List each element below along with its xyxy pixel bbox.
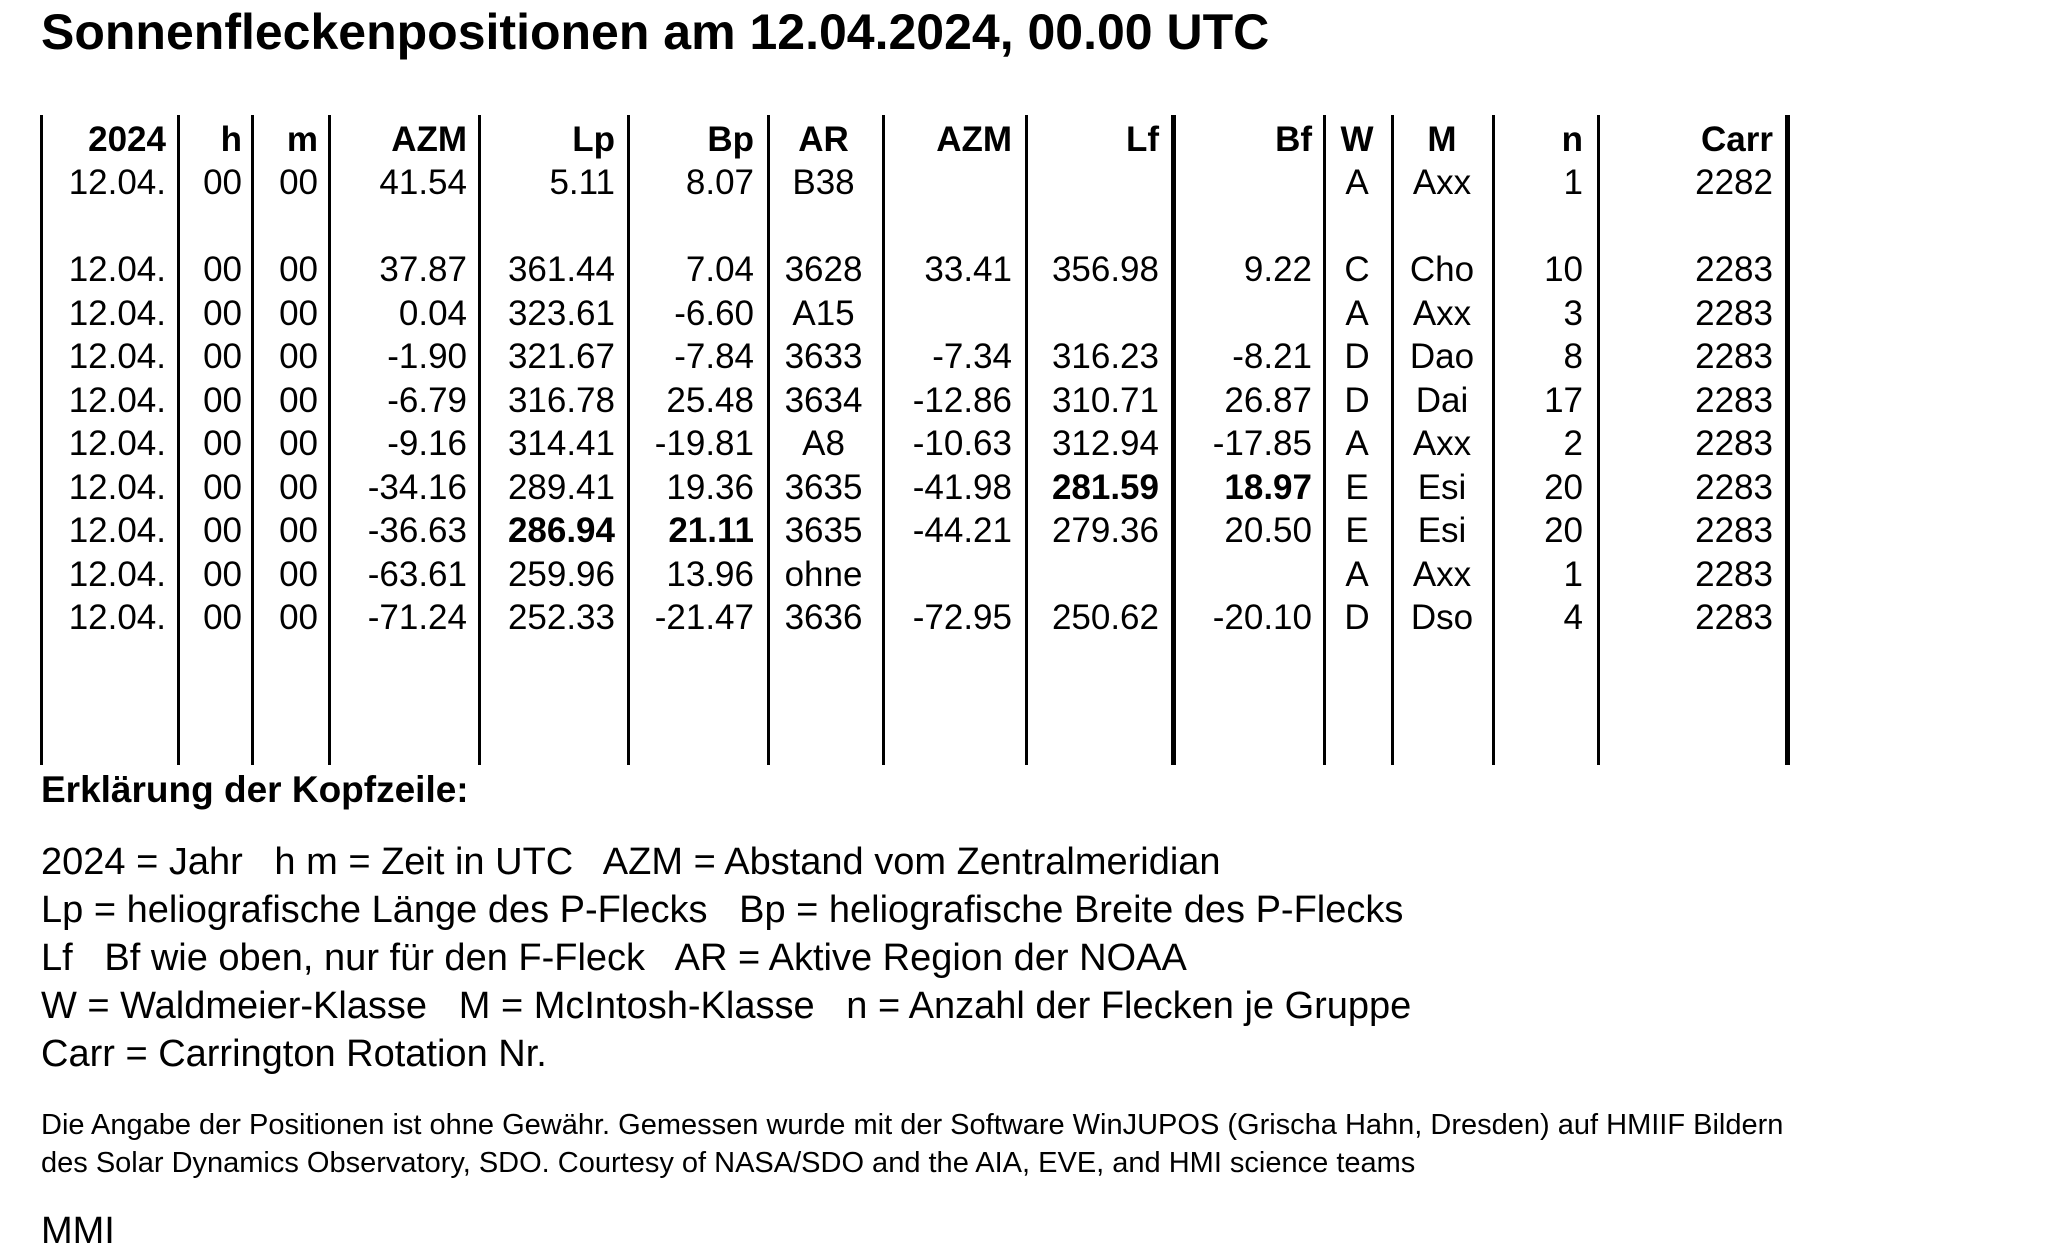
table-cell-bp: -6.60: [674, 293, 754, 333]
table-cell-azm-p: 0.04: [398, 293, 467, 333]
table-cell-lp: 316.78: [507, 380, 615, 420]
table-cell-lf: 281.59: [1051, 467, 1159, 507]
column-divider: [1597, 115, 1600, 765]
table-cell-minute: 00: [279, 163, 318, 202]
column-divider: [40, 115, 43, 765]
table-cell-date: 12.04.: [68, 554, 166, 594]
table-cell-azm-f: -10.63: [912, 424, 1012, 463]
table-cell-carrington: 2283: [1695, 380, 1773, 420]
table-cell-hour: 00: [203, 554, 242, 594]
table-cell-lp: 321.67: [507, 337, 615, 376]
legend-line: W = Waldmeier-Klasse M = McIntosh-Klasse n = Anzahl der Flecken je Gruppe: [41, 985, 1412, 1027]
column-header-mcintosh: M: [1427, 120, 1457, 159]
legend-line: Lp = heliografische Länge des P-Flecks Bp = heliografische Breite des P-Flecks: [41, 889, 1404, 931]
column-divider: [328, 115, 331, 765]
table-cell-azm-f: 33.41: [924, 250, 1012, 289]
table-cell-azm-p: -34.16: [367, 467, 467, 507]
table-cell-mcintosh: Esi: [1417, 467, 1467, 507]
table-cell-date: 12.04.: [68, 380, 166, 420]
table-cell-mcintosh: Axx: [1412, 163, 1472, 202]
table-cell-lp: 259.96: [507, 554, 615, 594]
table-cell-waldmeier: A: [1345, 554, 1369, 594]
table-cell-bp: -19.81: [654, 424, 754, 463]
column-divider: [882, 115, 885, 765]
table-cell-hour: 00: [203, 511, 242, 550]
table-cell-minute: 00: [279, 598, 318, 637]
table-cell-bf: -20.10: [1212, 598, 1312, 637]
column-header-lf: Lf: [1125, 120, 1159, 159]
table-cell-lp: 286.94: [507, 511, 615, 550]
table-cell-count: 17: [1544, 380, 1583, 420]
table-cell-count: 1: [1563, 163, 1583, 202]
table-cell-mcintosh: Dai: [1415, 380, 1469, 420]
table-cell-waldmeier: C: [1344, 250, 1370, 289]
table-cell-carrington: 2283: [1695, 511, 1773, 550]
table-cell-ar: 3635: [784, 467, 863, 507]
table-cell-count: 3: [1563, 293, 1583, 333]
table-cell-bp: 8.07: [685, 163, 754, 202]
table-cell-carrington: 2283: [1695, 250, 1773, 289]
table-cell-lp: 314.41: [507, 424, 615, 463]
table-cell-azm-p: 41.54: [379, 163, 467, 202]
table-cell-ar: 3636: [784, 598, 863, 637]
table-cell-date: 12.04.: [68, 511, 166, 550]
column-header-azm-p: AZM: [391, 120, 467, 159]
table-cell-minute: 00: [279, 424, 318, 463]
column-header-lp: Lp: [572, 120, 615, 159]
table-cell-waldmeier: A: [1345, 163, 1369, 202]
table-cell-date: 12.04.: [68, 424, 166, 463]
table-cell-azm-p: -9.16: [387, 424, 467, 463]
table-cell-ar: 3634: [784, 380, 863, 420]
table-cell-carrington: 2283: [1695, 337, 1773, 376]
table-cell-hour: 00: [203, 337, 242, 376]
table-cell-minute: 00: [279, 511, 318, 550]
table-cell-minute: 00: [279, 467, 318, 507]
table-cell-carrington: 2283: [1695, 467, 1773, 507]
column-header-carrington: Carr: [1701, 120, 1773, 159]
table-cell-count: 10: [1544, 250, 1583, 289]
table-cell-waldmeier: E: [1345, 467, 1369, 507]
column-divider: [1492, 115, 1495, 765]
table-cell-azm-p: -63.61: [367, 554, 467, 594]
table-cell-lp: 5.11: [549, 163, 615, 202]
table-cell-lf: 310.71: [1051, 380, 1159, 420]
table-cell-ar: A8: [802, 424, 845, 463]
table-cell-bp: 19.36: [666, 467, 754, 507]
disclaimer-line: Die Angabe der Positionen ist ohne Gewähr. Gemessen wurde mit der Software WinJUPOS (Grischa Hahn, Dresden) auf HMIIF Bildern: [41, 1109, 1784, 1141]
table-cell-date: 12.04.: [68, 293, 166, 333]
column-divider: [1323, 115, 1326, 765]
table-cell-lp: 289.41: [507, 467, 615, 507]
table-cell-hour: 00: [203, 424, 242, 463]
table-cell-mcintosh: Esi: [1417, 511, 1467, 550]
table-cell-mcintosh: Dso: [1410, 598, 1474, 637]
column-header-date: 2024: [88, 120, 166, 159]
table-cell-minute: 00: [279, 293, 318, 333]
table-cell-hour: 00: [203, 163, 242, 202]
table-cell-lp: 361.44: [507, 250, 615, 289]
table-cell-azm-p: -71.24: [367, 598, 467, 637]
column-divider: [627, 115, 630, 765]
table-cell-ar: 3635: [784, 511, 863, 550]
table-cell-minute: 00: [279, 380, 318, 420]
column-divider: [1025, 115, 1028, 765]
table-cell-carrington: 2283: [1695, 554, 1773, 594]
table-cell-bp: 21.11: [668, 511, 754, 550]
table-cell-minute: 00: [279, 337, 318, 376]
table-cell-date: 12.04.: [68, 467, 166, 507]
legend-heading: Erklärung der Kopfzeile:: [41, 769, 469, 810]
table-cell-ar: B38: [792, 163, 855, 202]
column-divider: [767, 115, 770, 765]
table-cell-hour: 00: [203, 293, 242, 333]
column-divider: [177, 115, 180, 765]
table-cell-bp: 25.48: [666, 380, 754, 420]
table-cell-mcintosh: Axx: [1412, 424, 1472, 463]
table-cell-ar: ohne: [784, 554, 863, 594]
table-cell-minute: 00: [279, 250, 318, 289]
column-header-minute: m: [286, 120, 318, 159]
table-cell-lf: 279.36: [1051, 511, 1159, 550]
table-cell-azm-p: -6.79: [387, 380, 467, 420]
table-cell-count: 20: [1544, 511, 1583, 550]
table-cell-bp: -7.84: [674, 337, 754, 376]
table-cell-date: 12.04.: [68, 598, 166, 637]
table-cell-waldmeier: A: [1345, 293, 1369, 333]
table-cell-azm-f: -72.95: [912, 598, 1012, 637]
table-cell-lf: 312.94: [1051, 424, 1159, 463]
author-signature: MMI: [41, 1210, 115, 1252]
table-cell-hour: 00: [203, 380, 242, 420]
table-cell-bp: 13.96: [666, 554, 754, 594]
table-cell-bf: -17.85: [1212, 424, 1312, 463]
column-divider: [1391, 115, 1394, 765]
column-header-azm-f: AZM: [936, 120, 1012, 159]
table-cell-lp: 252.33: [507, 598, 615, 637]
legend: [41, 838, 1411, 1078]
table-cell-azm-p: -36.63: [367, 511, 467, 550]
table-cell-count: 8: [1563, 337, 1583, 376]
table-cell-carrington: 2282: [1695, 163, 1773, 202]
table-cell-lf: 250.62: [1051, 598, 1159, 637]
table-cell-date: 12.04.: [68, 250, 166, 289]
table-cell-bf: -8.21: [1232, 337, 1312, 376]
table-cell-minute: 00: [279, 554, 318, 594]
table-cell-count: 2: [1563, 424, 1583, 463]
table-cell-date: 12.04.: [68, 337, 166, 376]
table-cell-ar: 3628: [784, 250, 863, 289]
table-cell-azm-f: -12.86: [912, 380, 1012, 420]
table-cell-bp: -21.47: [654, 598, 754, 637]
legend-line: Lf Bf wie oben, nur für den F-Fleck AR = Aktive Region der NOAA: [41, 937, 1187, 979]
table-cell-bf: 9.22: [1243, 250, 1312, 289]
column-header-ar: AR: [798, 120, 849, 159]
column-header-count: n: [1561, 120, 1583, 159]
table-cell-azm-f: -44.21: [912, 511, 1012, 550]
table-cell-date: 12.04.: [68, 163, 166, 202]
table-cell-count: 20: [1544, 467, 1583, 507]
column-divider: [478, 115, 481, 765]
table-cell-count: 4: [1563, 598, 1583, 637]
column-header-waldmeier: W: [1340, 120, 1374, 159]
column-divider: [1785, 115, 1790, 765]
table-cell-hour: 00: [203, 250, 242, 289]
table-cell-lf: 356.98: [1051, 250, 1159, 289]
table-cell-carrington: 2283: [1695, 293, 1773, 333]
disclaimer-line: des Solar Dynamics Observatory, SDO. Courtesy of NASA/SDO and the AIA, EVE, and HMI science teams: [41, 1147, 1416, 1179]
table-cell-azm-p: 37.87: [379, 250, 467, 289]
table-cell-azm-p: -1.90: [387, 337, 467, 376]
table-cell-count: 1: [1563, 554, 1583, 594]
column-header-bp: Bp: [707, 120, 754, 159]
table-cell-azm-f: -7.34: [932, 337, 1012, 376]
legend-line: 2024 = Jahr h m = Zeit in UTC AZM = Abstand vom Zentralmeridian: [41, 841, 1221, 883]
table-cell-hour: 00: [203, 598, 242, 637]
table-cell-mcintosh: Axx: [1412, 293, 1472, 333]
table-cell-mcintosh: Axx: [1412, 554, 1472, 594]
table-cell-ar: 3633: [784, 337, 863, 376]
disclaimer: [41, 1106, 2051, 1182]
table-cell-waldmeier: D: [1344, 598, 1370, 637]
table-cell-carrington: 2283: [1695, 598, 1773, 637]
table-cell-ar: A15: [792, 293, 855, 333]
table-cell-hour: 00: [203, 467, 242, 507]
table-cell-waldmeier: D: [1344, 380, 1370, 420]
column-header-hour: h: [220, 120, 242, 159]
table-cell-waldmeier: E: [1345, 511, 1369, 550]
table-cell-bf: 26.87: [1224, 380, 1312, 420]
table-cell-mcintosh: Cho: [1409, 250, 1475, 289]
table-cell-waldmeier: A: [1345, 424, 1369, 463]
legend-line: Carr = Carrington Rotation Nr.: [41, 1033, 547, 1075]
table-cell-azm-f: -41.98: [912, 467, 1012, 507]
table-cell-carrington: 2283: [1695, 424, 1773, 463]
table-cell-bf: 18.97: [1224, 467, 1312, 507]
column-divider: [251, 115, 254, 765]
table-cell-lf: 316.23: [1051, 337, 1159, 376]
table-cell-bf: 20.50: [1224, 511, 1312, 550]
table-cell-waldmeier: D: [1344, 337, 1370, 376]
table-cell-bp: 7.04: [685, 250, 754, 289]
column-header-bf: Bf: [1275, 120, 1312, 159]
table-cell-mcintosh: Dao: [1409, 337, 1475, 376]
table-cell-lp: 323.61: [507, 293, 615, 333]
page-title: Sonnenfleckenpositionen am 12.04.2024, 00.00 UTC: [41, 4, 1270, 60]
